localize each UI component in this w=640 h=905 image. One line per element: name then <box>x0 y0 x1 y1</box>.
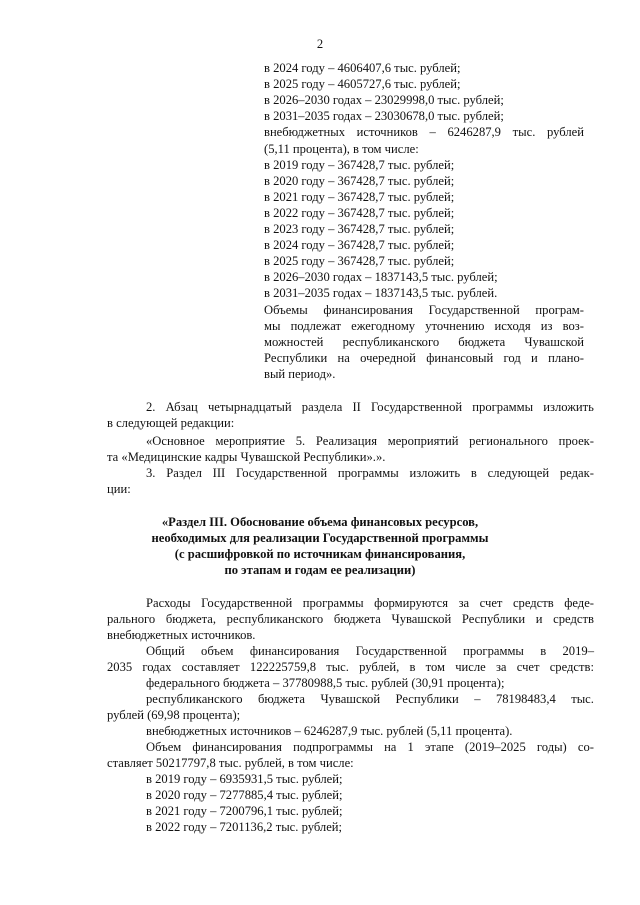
right_col-line: в 2023 году – 367428,7 тыс. рублей; <box>264 222 455 236</box>
right_col-line: в 2031–2035 годах – 23030678,0 тыс. рублей; <box>264 109 504 124</box>
body-line: внебюджетных источников. <box>107 628 256 642</box>
right_col-line: в 2019 году – 367428,7 тыс. рублей; <box>264 157 455 172</box>
right_col-line: в 2031–2035 годах – 1837143,5 тыс. рублей. <box>264 286 498 301</box>
right_col-line: внебюджетных источников – 6246287,9 тыс. рублей <box>264 125 584 140</box>
quote-line: та «Медицинские кадры Чувашской Республики».». <box>107 450 386 464</box>
body-line: Общий объем финансирования Государственной программы в 2019– <box>146 644 594 658</box>
section-heading-line: (с расшифровкой по источникам финансирования, <box>174 547 466 561</box>
right_col-line: можностей республиканского бюджета Чувашской <box>264 334 584 349</box>
section-heading-line: «Раздел III. Обоснование объема финансовых ресурсов, <box>161 515 479 529</box>
body-line: в 2020 году – 7277885,4 тыс. рублей; <box>146 788 343 802</box>
right_col-line: в 2020 году – 367428,7 тыс. рублей; <box>264 173 455 188</box>
right_col-line: вый период». <box>264 366 336 381</box>
right_col-line: в 2024 году – 367428,7 тыс. рублей; <box>264 238 455 253</box>
right_col-line: в 2025 году – 4605727,6 тыс. рублей; <box>264 77 461 92</box>
right_col-line: мы подлежат ежегодному уточнению исходя из воз- <box>264 318 584 333</box>
body-line: в 2022 году – 7201136,2 тыс. рублей; <box>146 820 343 834</box>
body-line: Расходы Государственной программы формируются за счет средств феде- <box>146 596 594 610</box>
para2-line: в следующей редакции: <box>107 416 235 430</box>
right_col-line: в 2024 году – 4606407,6 тыс. рублей; <box>264 61 461 75</box>
body-line: 2035 годах составляет 122225759,8 тыс. рублей, в том числе за счет средств: <box>107 660 594 674</box>
para3-line: 3. Раздел III Государственной программы изложить в следующей редак- <box>146 466 594 480</box>
right_col-line: в 2022 году – 367428,7 тыс. рублей; <box>264 205 455 220</box>
body-line: в 2021 году – 7200796,1 тыс. рублей; <box>146 804 343 818</box>
para2-line: 2. Абзац четырнадцатый раздела II Государственной программы изложить <box>146 400 594 414</box>
body-line: федерального бюджета – 37780988,5 тыс. рублей (30,91 процента); <box>146 676 505 690</box>
page-number: 2 <box>316 37 324 51</box>
section-heading-line: необходимых для реализации Государственной программы <box>151 531 489 545</box>
body-line: в 2019 году – 6935931,5 тыс. рублей; <box>146 772 343 786</box>
body-line: рального бюджета, республиканского бюджета Чувашской Республики и средств <box>107 612 594 626</box>
right_col-line: в 2021 году – 367428,7 тыс. рублей; <box>264 189 455 204</box>
body-line: ставляет 50217797,8 тыс. рублей, в том числе: <box>107 756 354 770</box>
quote-line: «Основное мероприятие 5. Реализация мероприятий регионального проек- <box>146 434 594 448</box>
right_col-line: в 2026–2030 годах – 1837143,5 тыс. рублей; <box>264 270 498 285</box>
right_col-line: в 2025 году – 367428,7 тыс. рублей; <box>264 254 455 269</box>
section-heading-line: по этапам и годам ее реализации) <box>224 563 416 577</box>
body-line: рублей (69,98 процента); <box>107 708 241 722</box>
body-line: Объем финансирования подпрограммы на 1 этапе (2019–2025 годы) со- <box>146 740 594 754</box>
body-line: внебюджетных источников – 6246287,9 тыс. рублей (5,11 процента). <box>146 724 513 738</box>
right_col-line: Объемы финансирования Государственной програм- <box>264 302 584 317</box>
body-line: республиканского бюджета Чувашской Республики – 78198483,4 тыс. <box>146 692 594 706</box>
right_col-line: Республики на очередной финансовый год и плано- <box>264 350 584 365</box>
right_col-line: в 2026–2030 годах – 23029998,0 тыс. рублей; <box>264 93 504 108</box>
right_col-line: (5,11 процента), в том числе: <box>264 141 419 156</box>
para3-line: ции: <box>107 482 131 496</box>
